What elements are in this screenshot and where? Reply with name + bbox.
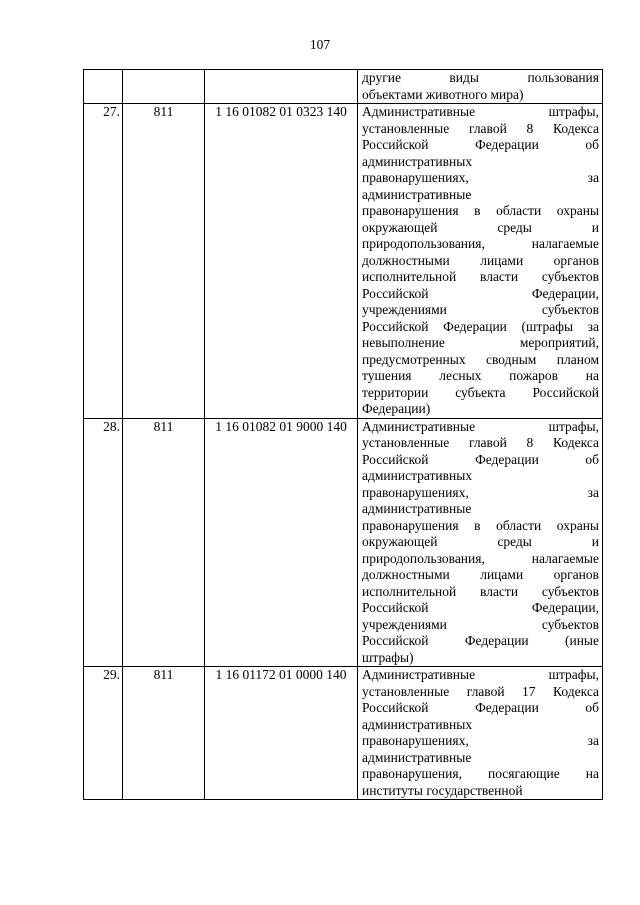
admin-code-cell: 811 [123,667,205,800]
page-number: 107 [309,37,331,52]
description-line: установленные главой 8 Кодекса [362,435,599,450]
description-line: правонарушения в области охраны [362,517,599,533]
description-line: административные [362,186,472,202]
description-line: административных [362,153,473,169]
description-line: правонарушениях, за [362,733,599,748]
description-line: объектами животного мира) [362,86,524,102]
description-line: Российской Федерации, [362,285,599,301]
description-line: административные [362,501,472,516]
description-line: Российской Федерации об [362,700,599,715]
description-line: установленные главой 17 Кодекса [362,683,599,699]
description-line: правонарушениях, за [362,170,599,185]
description-line: учреждениями субъектов [362,616,599,632]
description-line: административные [362,749,472,765]
description-line: правонарушения в области охраны [362,203,599,218]
row-number-cell: 29. [84,667,123,800]
description-cell [358,667,603,800]
description-line: исполнительной власти субъектов [362,583,599,599]
description-cell [358,104,603,419]
table-row [84,667,603,800]
description-line: Российской Федерации, [362,600,599,615]
description-line: правонарушениях, за [362,484,599,500]
admin-code-cell: 811 [123,418,205,667]
description-line: Российской Федерации (штрафы за [362,318,599,334]
description-line: другие виды пользования [362,70,599,85]
description-line: институты государственной [362,782,523,798]
description-line: окружающей среды и [362,219,599,235]
description-line: невыполнение мероприятий, [362,335,599,350]
row-number-cell: 28. [84,418,123,667]
description-line: Административные штрафы, [362,104,599,119]
description-line: Федерации) [362,401,431,416]
description-line: Административные штрафы, [362,418,599,434]
table-body [84,70,603,800]
description-cell [358,70,603,104]
description-line: административных [362,468,473,483]
budget-classification-code-cell: 1 16 01082 01 0323 140 [205,104,358,419]
description-line: установленные главой 8 Кодекса [362,120,599,136]
description-line: Административные штрафы, [362,667,599,682]
description-line: исполнительной власти субъектов [362,269,599,284]
description-line: природопользования, налагаемые [362,236,599,251]
description-line: окружающей среды и [362,534,599,549]
row-number-cell [84,70,123,104]
description-line: штрафы) [362,649,414,665]
budget-classification-code-cell [205,70,358,104]
budget-classification-code-cell: 1 16 01082 01 9000 140 [205,418,358,667]
description-line: должностными лицами органов [362,567,599,582]
description-cell [358,418,603,667]
description-line: тушения лесных пожаров на [362,368,599,383]
description-line: правонарушения, посягающие на [362,766,599,781]
admin-code-cell [123,70,205,104]
description-line: предусмотренных сводным планом [362,351,599,367]
table-row [84,418,603,667]
admin-code-cell: 811 [123,104,205,419]
description-line: административных [362,716,473,732]
description-line: территории субъекта Российской [362,384,599,400]
description-line: природопользования, налагаемые [362,550,599,566]
row-number-cell: 27. [84,104,123,419]
description-line: Российской Федерации (иные [362,633,599,648]
description-line: Российской Федерации об [362,137,599,152]
description-line: учреждениями субъектов [362,302,599,317]
table-row [84,70,603,104]
budget-codes-table [83,69,603,800]
table-row [84,104,603,419]
description-line: должностными лицами органов [362,252,599,268]
description-line: Российской Федерации об [362,451,599,467]
budget-classification-code-cell: 1 16 01172 01 0000 140 [205,667,358,800]
